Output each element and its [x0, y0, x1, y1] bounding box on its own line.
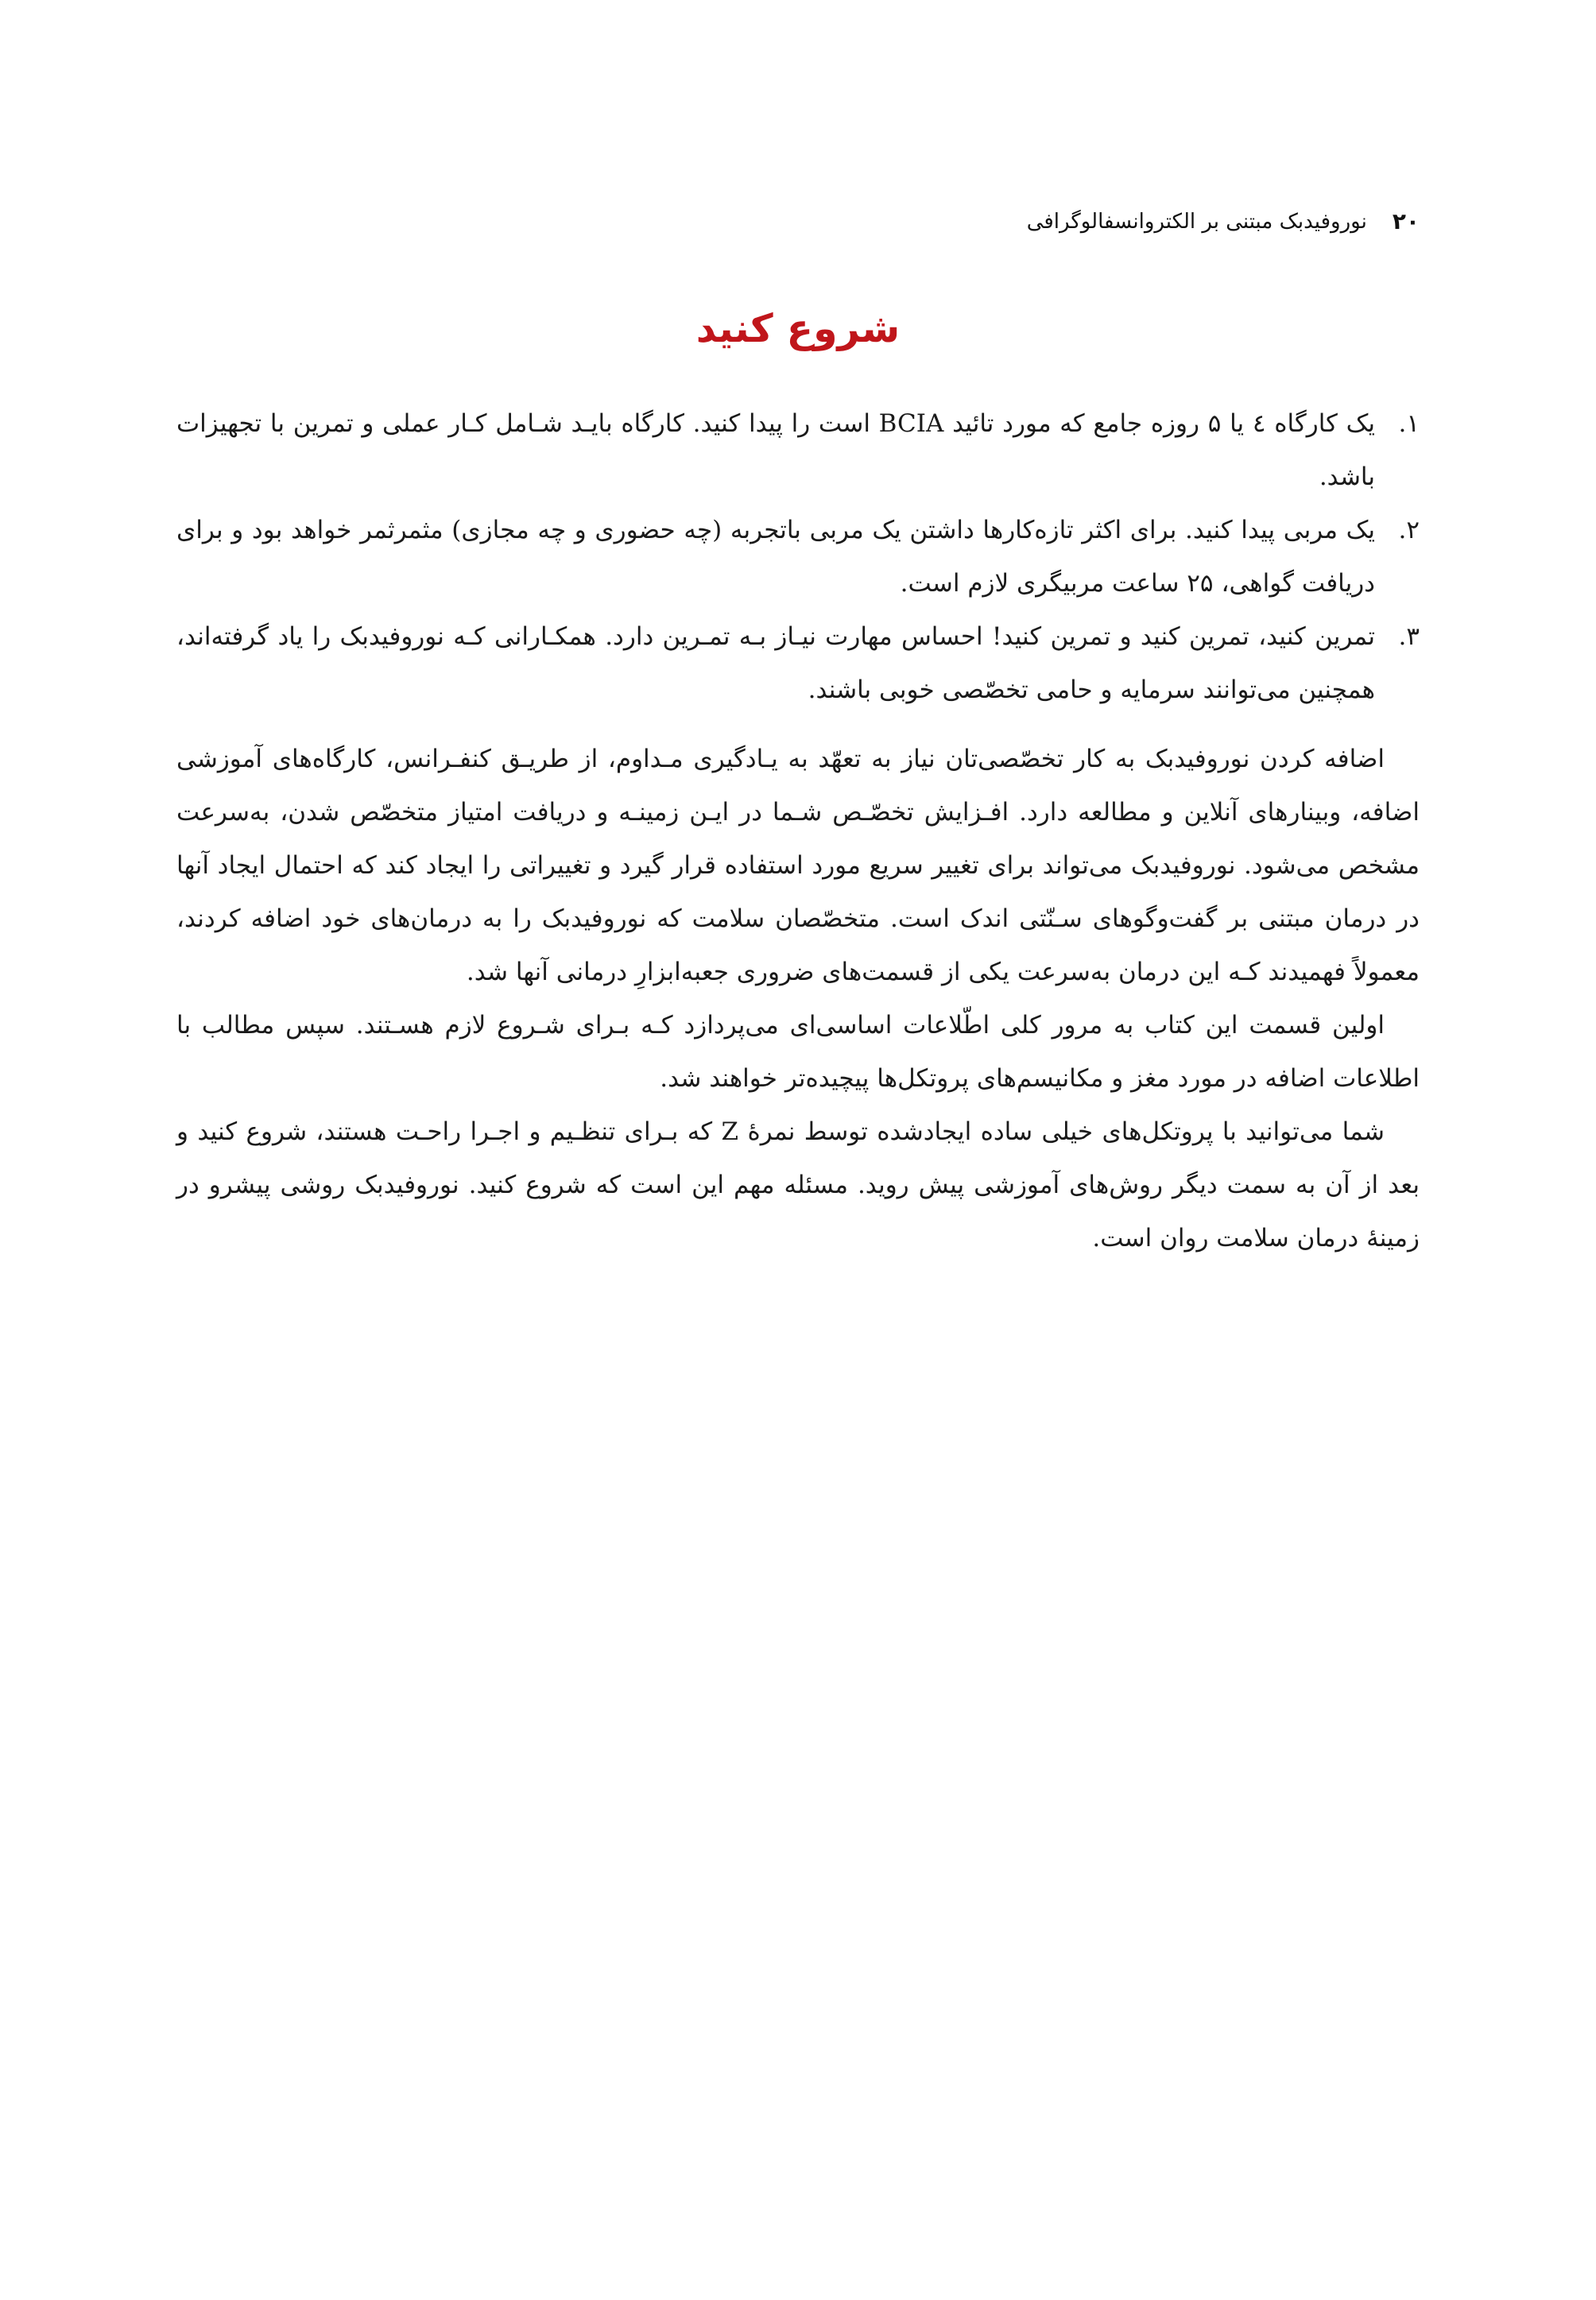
step-text: تمرین کنید، تمرین کنید و تمرین کنید! احساس مهارت نیـاز بـه تمـرین دارد. همکـارانی کـه نوروفیدبک را یاد گرفته‌اند، همچنین می‌توانند سرمایه و حامی تخصّصی خوبی باشند. [176, 622, 1375, 704]
step-text: یک کارگاه ٤ یا ۵ روزه جامع که مورد تائید BCIA است را پیدا کنید. کارگاه بایـد شـامل کـار عملی و تمرین با تجهیزات باشد. [176, 409, 1375, 491]
list-item [176, 504, 1420, 610]
body-paragraph: اضافه کردن نوروفیدبک به کار تخصّصی‌تان نیاز به تعهّد به یـادگیری مـداوم، از طریـق کنفـرانس، کارگاه‌های آموزشی اضافه، وبینارهای آنلاین و مطالعه دارد. افـزایش تخصّـص شـما در ایـن زمینـه و دریافت امتیاز متخصّص شدن، به‌سرعت مشخص می‌شود. نوروفیدبک می‌تواند برای تغییر سریع مورد استفاده قرار گیرد و تغییراتی را ایجاد کند که احتمال ایجاد آنها در درمان مبتنی بر گفت‌وگوهای سـنّتی اندک است. متخصّصان سلامت که نوروفیدبک را به درمان‌های خود اضافه کردند، معمولاً فهمیدند کـه این درمان به‌سرعت یکی از قسمت‌های ضروری جعبه‌ابزارِ درمانی آنها شد. [176, 745, 1420, 986]
step-number: ۱. [1398, 409, 1420, 438]
steps-list [176, 397, 1420, 717]
running-title: نوروفیدبک مبتنی بر الکتروانسفالوگرافی [1026, 209, 1367, 234]
main-content [176, 397, 1420, 1265]
step-number: ۲. [1398, 516, 1420, 544]
section-title: شروع کنید [695, 306, 901, 351]
page-number: ۲۰ [1392, 208, 1420, 234]
running-header [176, 208, 1420, 234]
step-number: ۳. [1398, 622, 1420, 651]
list-item [176, 397, 1420, 504]
body-paragraph: اولین قسمت این کتاب به مرور کلی اطّلاعات اساسی‌ای می‌پردازد کـه بـرای شـروع لازم هسـتند. سپس مطالب با اطلاعات اضافه در مورد مغز و مکانیسم‌های پروتکل‌ها پیچیده‌تر خواهند شد. [176, 1011, 1420, 1093]
step-text: یک مربی پیدا کنید. برای اکثر تازه‌کارها داشتن یک مربی باتجربه (چه حضوری و چه مجازی) مثمرثمر خواهد بود و برای دریافت گواهی، ۲۵ ساعت مربیگری لازم است. [176, 516, 1375, 598]
body-paragraph: شما می‌توانید با پروتکل‌های خیلی ساده ایجادشده توسط نمرۀ Z که بـرای تنظـیم و اجـرا راحـت هستند، شروع کنید و بعد از آن به سمت دیگر روش‌های آموزشی پیش روید. مسئله مهم این است که شروع کنید. نوروفیدبک روشی پیشرو در زمینۀ درمان سلامت روان است. [176, 1117, 1420, 1253]
list-item [176, 610, 1420, 717]
